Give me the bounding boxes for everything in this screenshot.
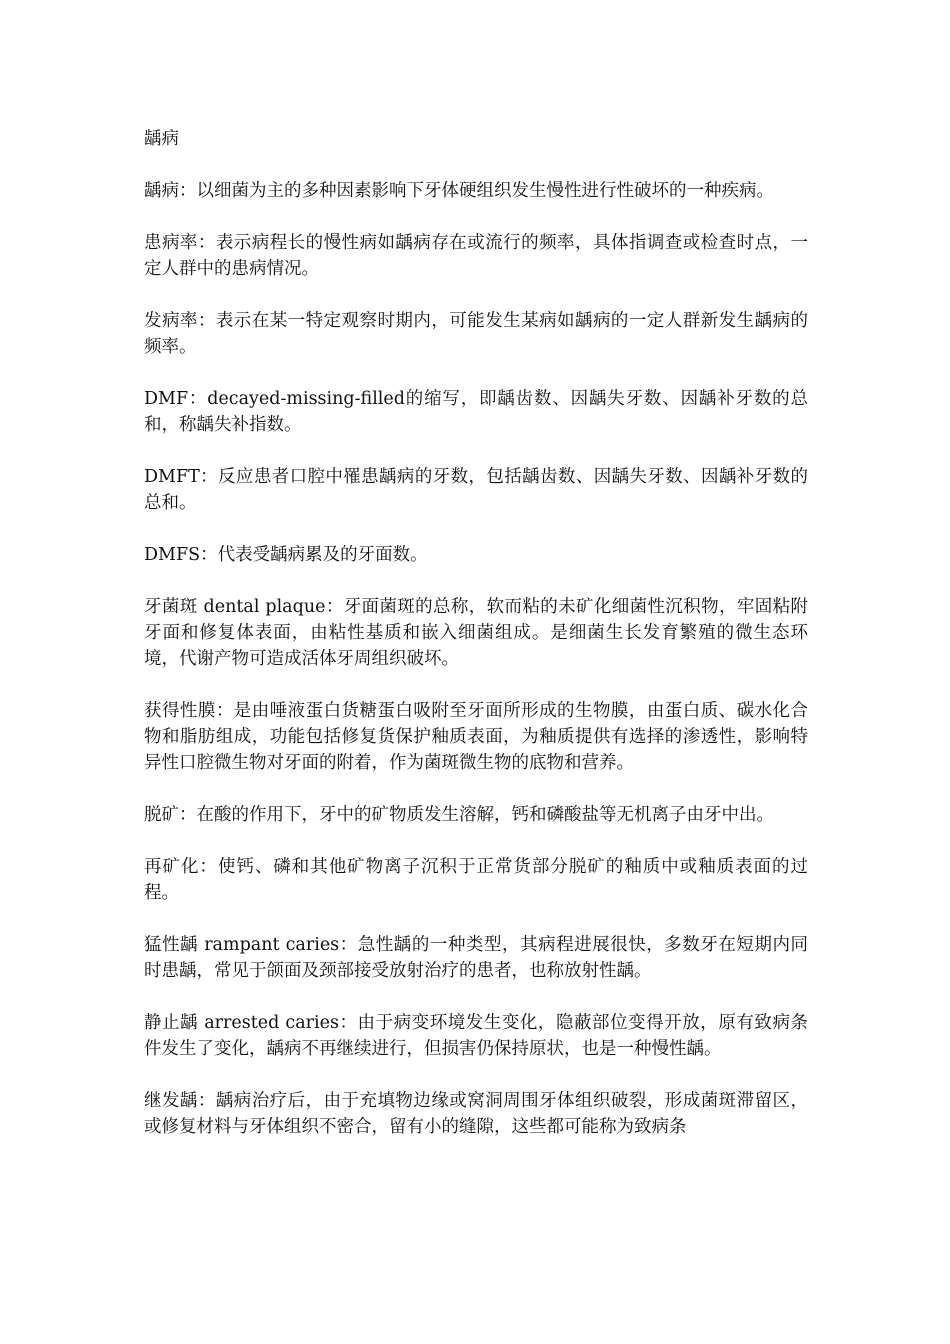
definition-remineralization: 再矿化：使钙、磷和其他矿物离子沉积于正常货部分脱矿的釉质中或釉质表面的过程。 — [144, 857, 808, 903]
definition-acquired-pellicle: 获得性膜：是由唾液蛋白货糖蛋白吸附至牙面所形成的生物膜，由蛋白质、碳水化合物和脂肪组成，功能包括修复货保护釉质表面，为釉质提供有选择的渗透性，影响特异性口腔微生物对牙面的附着，作为菌斑微生物的底物和营养。 — [144, 701, 808, 773]
definition-dmf: DMF：decayed-missing-filled的缩写，即龋齿数、因龋失牙数、因龋补牙数的总和，称龋失补指数。 — [144, 389, 808, 435]
definition-demineralization: 脱矿：在酸的作用下，牙中的矿物质发生溶解，钙和磷酸盐等无机离子由牙中出。 — [144, 805, 774, 825]
document-body — [144, 126, 808, 1166]
definition-caries: 龋病：以细菌为主的多种因素影响下牙体硬组织发生慢性进行性破坏的一种疾病。 — [144, 181, 774, 201]
definition-prevalence: 患病率：表示病程长的慢性病如龋病存在或流行的频率，具体指调查或检查时点，一定人群中的患病情况。 — [144, 233, 808, 279]
definition-secondary-caries: 继发龋：龋病治疗后，由于充填物边缘或窝洞周围牙体组织破裂，形成菌斑滞留区，或修复材料与牙体组织不密合，留有小的缝隙，这些都可能称为致病条 — [144, 1091, 808, 1137]
definition-incidence: 发病率：表示在某一特定观察时期内，可能发生某病如龋病的一定人群新发生龋病的频率。 — [144, 311, 808, 357]
definition-arrested-caries: 静止龋 arrested caries：由于病变环境发生变化，隐蔽部位变得开放，原有致病条件发生了变化，龋病不再继续进行，但损害仍保持原状，也是一种慢性龋。 — [144, 1013, 808, 1059]
definition-dmfs: DMFS：代表受龋病累及的牙面数。 — [144, 545, 428, 565]
definition-dmft: DMFT：反应患者口腔中罹患龋病的牙数，包括龋齿数、因龋失牙数、因龋补牙数的总和。 — [144, 467, 808, 513]
document-title: 龋病 — [144, 129, 179, 149]
definition-rampant-caries: 猛性龋 rampant caries：急性龋的一种类型，其病程进展很快，多数牙在短期内同时患龋，常见于颌面及颈部接受放射治疗的患者，也称放射性龋。 — [144, 935, 808, 981]
definition-dental-plaque: 牙菌斑 dental plaque：牙面菌斑的总称，软而粘的未矿化细菌性沉积物，牢固粘附牙面和修复体表面，由粘性基质和嵌入细菌组成。是细菌生长发育繁殖的微生态环境，代谢产物可造成活体牙周组织破坏。 — [144, 597, 808, 669]
